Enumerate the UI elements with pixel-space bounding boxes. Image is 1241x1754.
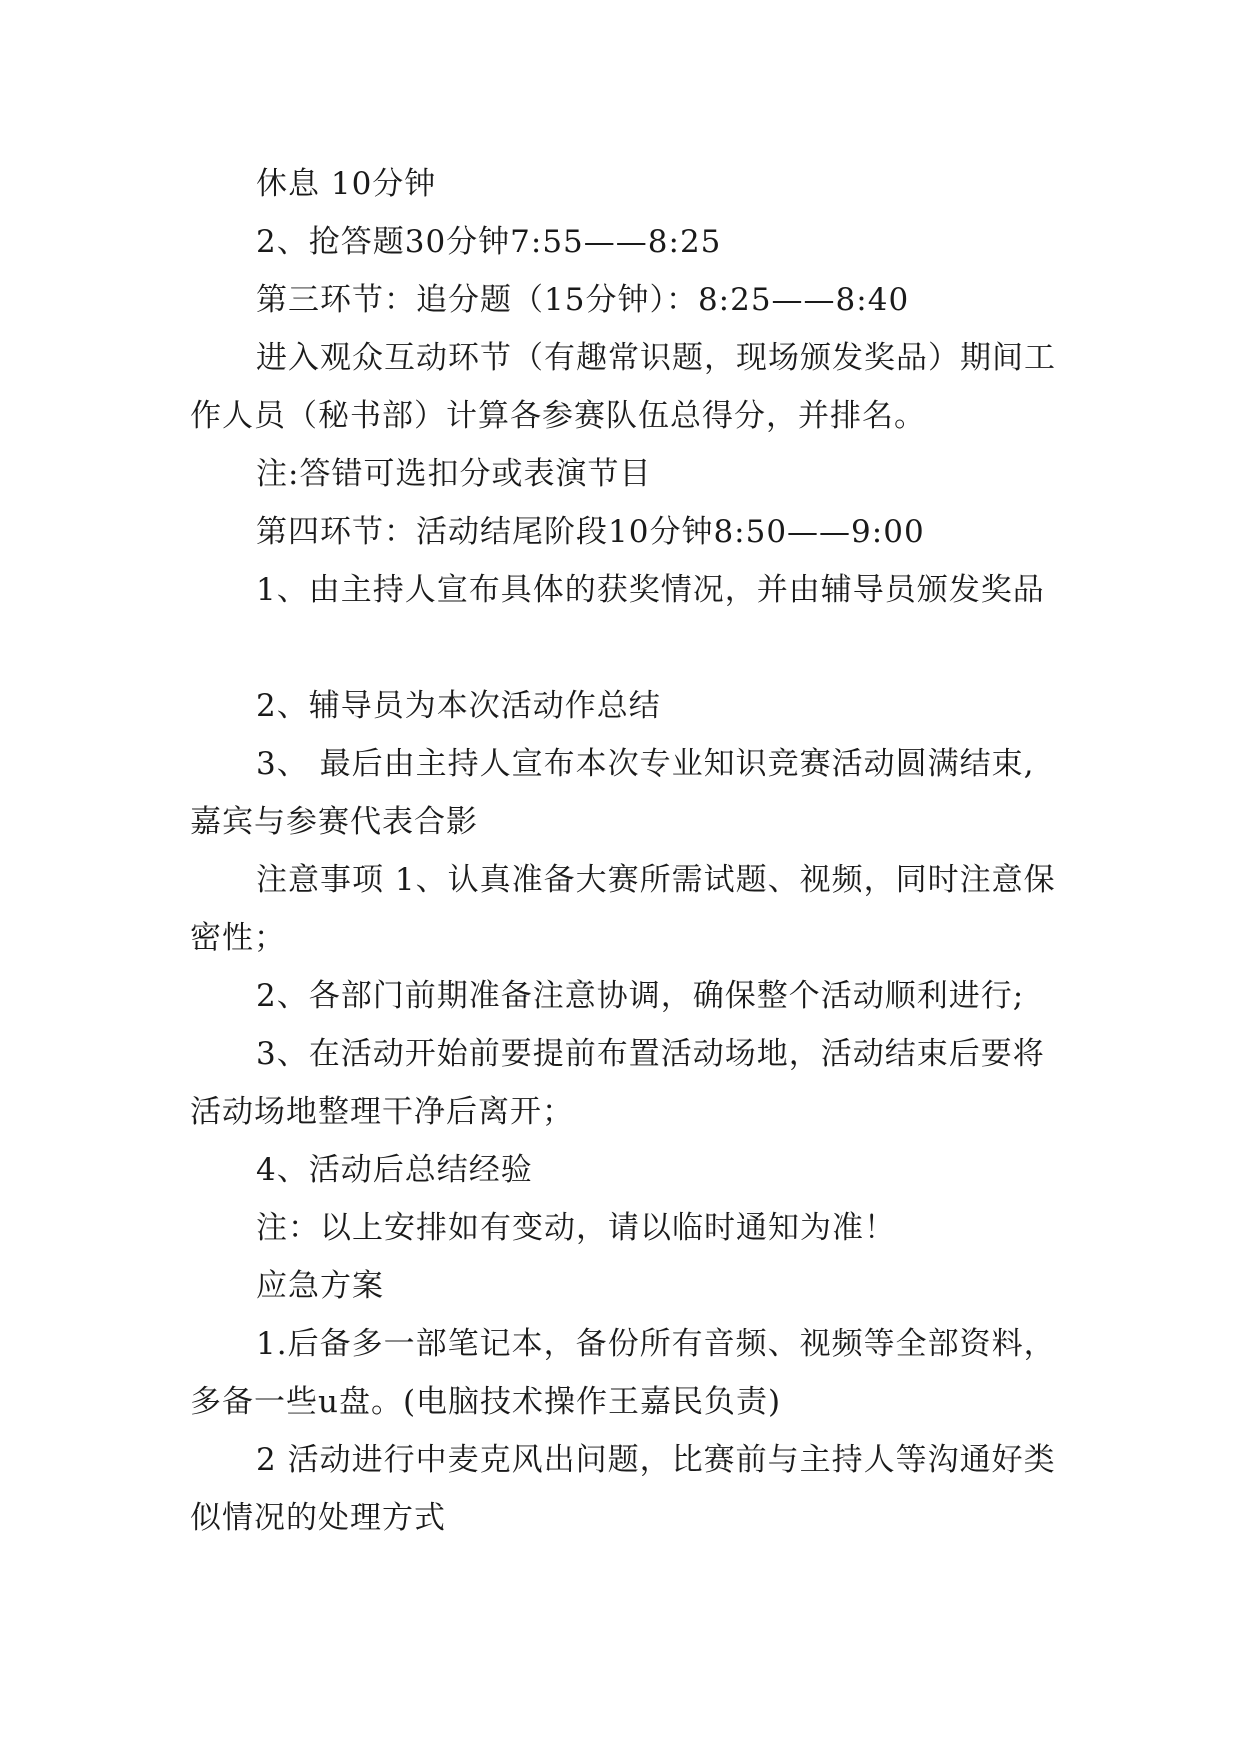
paragraph-emergency-plan-heading: 应急方案	[256, 1268, 384, 1304]
paragraph-emergency-backup: 1.后备多一部笔记本，备份所有音频、视频等全部资料，多备一些u盘。(电脑技术操作王嘉民负责)	[190, 1326, 1056, 1420]
paragraph-notice-two: 2、各部门前期准备注意协调，确保整个活动顺利进行;	[256, 978, 1025, 1014]
paragraph-quick-answer: 2、抢答题30分钟7:55——8:25	[256, 224, 722, 260]
paragraph-section-four: 第四环节：活动结尾阶段10分钟8:50——9:00	[256, 514, 925, 550]
paragraph-emergency-microphone: 2 活动进行中麦克风出问题，比赛前与主持人等沟通好类似情况的处理方式	[190, 1442, 1056, 1536]
paragraph-counselor-summary: 2、辅导员为本次活动作总结	[256, 688, 661, 724]
paragraph-section-three: 第三环节：追分题（15分钟）：8:25——8:40	[256, 282, 910, 318]
paragraph-notice-three: 3、在活动开始前要提前布置活动场地，活动结束后要将活动场地整理干净后离开；	[190, 1036, 1045, 1130]
paragraph-change-notice: 注：以上安排如有变动，请以临时通知为准！	[256, 1210, 896, 1246]
paragraph-award-announcement: 1、由主持人宣布具体的获奖情况，并由辅导员颁发奖品	[256, 572, 1045, 608]
paragraph-note-wrong-answer: 注:答错可选扣分或表演节目	[256, 456, 652, 492]
paragraph-notice-four: 4、活动后总结经验	[256, 1152, 533, 1188]
paragraph-notice-one: 注意事项 1、认真准备大赛所需试题、视频，同时注意保密性；	[190, 862, 1056, 956]
paragraph-closing-photo: 3、 最后由主持人宣布本次专业知识竞赛活动圆满结束,嘉宾与参赛代表合影	[190, 746, 1035, 840]
paragraph-audience-interaction: 进入观众互动环节（有趣常识题，现场颁发奖品）期间工作人员（秘书部）计算各参赛队伍总得分，并排名。	[190, 340, 1056, 434]
paragraph-break-time: 休息 10分钟	[256, 166, 437, 202]
